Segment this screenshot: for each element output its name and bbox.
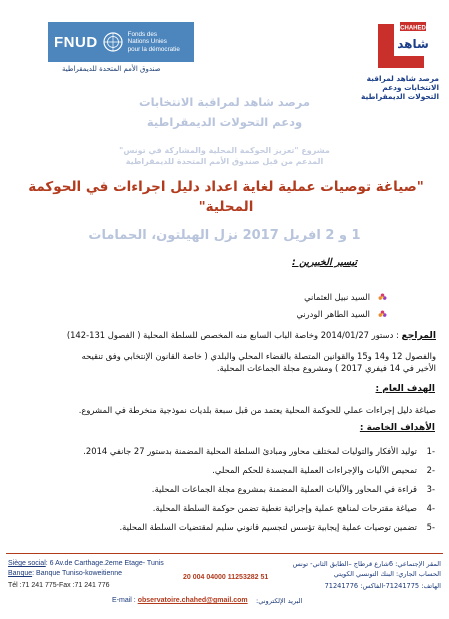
footer-seat-arabic: المقر الإجتماعي: 6شارع قرطاج –الطابق الثاني- تونس — [292, 560, 441, 568]
flower-bullet-icon — [378, 293, 387, 302]
footer-email-arabic-label: البريد الإلكتروني: — [256, 597, 303, 605]
fnud-logo — [48, 22, 194, 62]
document-title-line-1: "صياغة توصيات عملية لغاية اعداد دليل اجراءات في الحوكمة — [28, 179, 424, 195]
footer-email-link[interactable]: observatoire.chahed@gmail.com — [137, 597, 248, 604]
flower-bullet-icon — [378, 310, 387, 319]
list-item-number: -1 — [426, 446, 435, 456]
expert-item — [304, 292, 387, 302]
list-item-number: -3 — [426, 484, 435, 494]
project-name-line: مشروع "تعزيز الحوكمة المحلية والمشاركة في تونس" — [119, 146, 330, 155]
list-item — [15, 465, 435, 475]
list-item-text: قراءة في المحاور والآليات العملية المضمنة بمشروع مجلة الجماعات المحلية. — [151, 484, 417, 494]
document-title-line-2: المحلية" — [198, 199, 254, 215]
footer-tel-fax: Tél :71 241 775-Fax :71 241 776 — [8, 582, 110, 589]
general-goal-heading: الهدف العام : — [375, 384, 435, 394]
chahed-organization-name: مرصد شاهد لمراقبة الانتخابات ودعم التحولات الديمقراطية — [360, 74, 439, 101]
fnud-name: FNUD — [54, 33, 98, 51]
list-item — [15, 522, 435, 532]
footer-account-number: 20 004 04000 11253282 51 — [183, 574, 269, 581]
list-item-text: توليد الأفكار والتوليات لمختلف محاور ومبادئ السلطة المحلية المضمنة بدستور 27 جانفي 2014. — [83, 446, 417, 456]
list-item-number: -5 — [426, 522, 435, 532]
list-item-text: تضمين توصيات عملية إيجابية تؤسس لتجسيم قانوني سليم لمقتضيات السلطة المحلية. — [119, 522, 417, 532]
list-item-text: صياغة مقترحات لمناهج عملية وإجرائية تغطية تضمن حوكمة السلطة المحلية. — [152, 503, 417, 513]
footer-tel-arabic: الهاتف: 71241775-الفاكس: 71241776 — [324, 582, 441, 590]
specific-goals-heading: الأهداف الخاصة : — [359, 423, 435, 433]
list-item-number: -2 — [426, 465, 435, 475]
references-line-3: الأخير في 14 فيفري 2017 ) ومشروع مجلة الجماعات المحلية. — [216, 363, 436, 373]
footer-seat-label: Siège social — [8, 560, 46, 567]
list-item-number: -4 — [426, 503, 435, 513]
footer-seat: Siège social: 6 Av.de Carthage.2eme Etage- Tunis — [8, 560, 164, 567]
fnud-description: Fonds des Nations Unies pour la démocratie — [127, 30, 180, 53]
references-line-1 — [16, 329, 436, 342]
footer-email — [112, 597, 248, 604]
general-goal-text: صياغة دليل إجراءات عملي للحوكمة المحلية يعتمد من قبل سبعة بلديات نموذجية منخرطة في المشروع. — [78, 405, 436, 415]
chahed-logo-latin: CHAHED — [400, 25, 426, 32]
project-org-line-1: مرصد شاهد لمراقبة الانتخابات — [139, 95, 310, 109]
event-date: 1 و 2 افريل 2017 نزل الهيلتون، الحمامات — [88, 228, 361, 243]
footer-email-label: E-mail : — [112, 597, 136, 604]
references-text-1: : دستور 2014/01/27 وخاصة الباب السابع منه المخصص للسلطة المحلية ( الفصول 131-142) — [66, 330, 399, 340]
expert-item — [296, 309, 387, 319]
facilitators-heading: تيسير الخبيرين : — [291, 257, 357, 268]
footer-bank-arabic: الحساب الجاري: البنك التونسي الكويتي — [333, 570, 441, 578]
footer-bank: Banque: Banque Tuniso-koweitienne — [8, 570, 123, 577]
chahed-logo — [372, 18, 430, 72]
footer-divider — [6, 553, 443, 554]
list-item — [15, 484, 435, 494]
expert-name: السيد الطاهر الودرني — [296, 309, 370, 319]
references-label: المراجع — [401, 330, 436, 341]
list-item-text: تمحيص الآليات والإجراءات العملية المجسدة للحكم المحلي. — [212, 465, 417, 475]
footer-bank-label: Banque — [8, 570, 33, 577]
list-item — [15, 503, 435, 513]
fnud-arabic-name: صندوق الأمم المتحدة للديمقراطية — [62, 65, 161, 73]
project-org-line-2: ودعم التحولات الديمقراطية — [146, 115, 303, 129]
un-emblem-icon — [102, 31, 124, 53]
list-item — [15, 446, 435, 456]
project-support-line: المدعم من قبل صندوق الأمم المتحدة للديمقراطية — [125, 157, 324, 166]
chahed-logo-arabic: شاهد — [397, 37, 429, 51]
references-line-2: والفصول 12 و14 و15 والقوانين المتصلة بالقضاء المحلي والبلدي ( خاصة القانون الإنتخابي وفق تنقيحه — [81, 351, 436, 361]
expert-name: السيد نبيل العثماني — [304, 292, 370, 302]
